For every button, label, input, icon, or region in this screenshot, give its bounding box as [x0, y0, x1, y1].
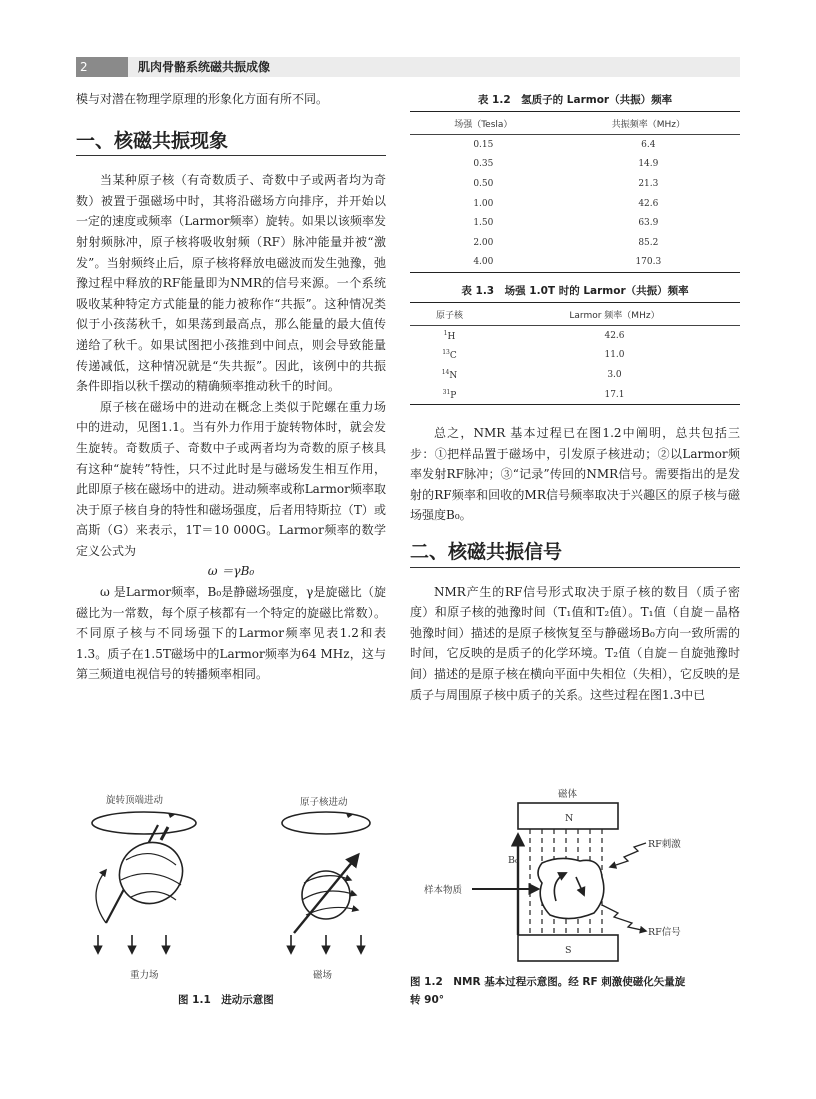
table-cell: 3.0: [607, 369, 622, 380]
table-cell: 63.9: [638, 218, 659, 229]
table-cell: 42.6: [604, 330, 625, 341]
fig-label: 磁场: [313, 970, 333, 981]
table-cell: 21.3: [638, 178, 659, 189]
fig-label: 旋转顶端进动: [106, 795, 164, 806]
section2-heading: 二、核磁共振信号: [410, 542, 740, 568]
column-header: 共振频率（MHz）: [557, 112, 740, 135]
table-cell: 0.15: [473, 139, 494, 150]
book-title: 肌肉骨骼系统磁共振成像: [138, 60, 271, 74]
page-number: 2: [76, 57, 128, 77]
b0-label: B₀: [508, 855, 519, 866]
table-cell: 6.4: [641, 139, 656, 150]
figure-1-2-caption: [410, 973, 740, 1009]
gravity-arrows: [98, 935, 166, 953]
sample-label: 样本物质: [424, 885, 463, 896]
column-header: Larmor 频率（MHz）: [489, 303, 740, 326]
intro-line: 模与对潜在物理学原理的形象化方面有所不同。: [76, 92, 329, 106]
fig-label: 重力场: [130, 970, 159, 981]
table-cell: 0.35: [473, 159, 494, 170]
spinning-top-icon: [96, 825, 194, 923]
precession-ellipse: [282, 812, 370, 834]
nucleus-cell: [410, 346, 489, 366]
table-row: [410, 213, 740, 233]
rf-pulse-label: RF刺激: [648, 839, 681, 850]
south-label: S: [565, 945, 572, 956]
right-column: [410, 423, 740, 705]
nucleus-icon: [294, 855, 358, 933]
table-row: [410, 346, 740, 366]
magnet-label: 磁体: [558, 789, 578, 800]
nucleus-cell: [410, 326, 489, 346]
table-cell: 1.50: [473, 218, 494, 229]
nucleus-cell: [410, 385, 489, 405]
nucleus-cell: [410, 365, 489, 385]
fig-label: 原子核进动: [300, 797, 348, 808]
rf-signal-label: RF信号: [648, 927, 681, 938]
table-cell: 11.0: [604, 350, 625, 361]
element-symbol: P: [450, 390, 457, 401]
left-column: [76, 89, 386, 685]
north-label: N: [565, 813, 574, 824]
mass-number: 13: [442, 349, 450, 357]
table-row: [410, 155, 740, 175]
table-cell: 170.3: [557, 253, 740, 273]
column-header: 场强（Tesla）: [410, 112, 557, 135]
figure-1-2: [410, 785, 740, 970]
table-cell: 42.6: [638, 198, 659, 209]
magnetic-field-arrows: [291, 935, 361, 953]
element-symbol: N: [449, 370, 458, 381]
paragraph: 当某种原子核（有奇数质子、奇数中子或两者均为奇数）被置于强磁场中时，其将沿磁场方向排序，并开始以一定的速度或频率（Larmor频率）旋转。如果以该频率发射射频脉冲，原子核将吸收射频（RF）脉冲能量并被“激发”。当射频终止后，原子核将释放电磁波而发生弛豫，弛豫过程中释放的RF能量即为NMR的信号来源。一个系统吸收某种特定方式能量的能力被称作“共振”。这种情况类似于小孩荡秋千，如果荡到最高点，那么能量的最大值传递给了秋千。如果试图把小孩推到中间点，则会导致能量传递减低，这种情况就是“失共振”。因此，该例中的共振条件即指以秋千摆动的精确频率推动秋千的时间。: [76, 173, 386, 394]
mass-number: 14: [441, 368, 450, 376]
rf-pulse-icon: [610, 843, 646, 867]
paragraph: NMR产生的RF信号形式取决于原子核的数目（质子密度）和原子核的弛豫时间（T₁值和T₂值）。T₁值（自旋－晶格弛豫时间）描述的是原子核恢复至与静磁场B₀方向一致所需的时间，它反映的是质子的化学环境。T₂值（自旋－自旋弛豫时间）描述的是原子核在横向平面中失相位（失相），它反映的是质子与周围原子核中质子的关系。这些过程在图1.3中已: [410, 584, 741, 702]
table-cell: 0.50: [473, 178, 494, 189]
table-cell: 2.00: [473, 237, 494, 248]
table-caption: 表 1.2 氢质子的 Larmor（共振）频率: [477, 94, 673, 106]
table-cell: 4.00: [410, 253, 557, 273]
column-header: 原子核: [410, 303, 489, 326]
table-row: [410, 365, 740, 385]
figure-1-1-caption: 图 1.1 进动示意图: [178, 994, 274, 1006]
table-row: [410, 174, 740, 194]
mass-number: 1: [443, 329, 448, 337]
sample-blob: [538, 858, 604, 918]
table-cell: 14.9: [638, 159, 659, 170]
table-row: [410, 253, 740, 273]
table-cell: 17.1: [489, 385, 740, 405]
precession-ellipse: [92, 812, 196, 834]
table-row: [410, 194, 740, 214]
caption-line: 图 1.2 NMR 基本过程示意图。经 RF 刺激使磁化矢量旋: [410, 976, 686, 988]
mass-number: 31: [442, 388, 451, 396]
table-cell: 1.00: [473, 198, 494, 209]
element-symbol: C: [449, 351, 457, 362]
paragraph: 总之，NMR 基本过程已在图1.2中阐明，总共包括三步：①把样品置于磁场中，引发原子核进动；②以Larmor频率发射RF脉冲；③“记录”传回的NMR信号。需要指出的是发射的RF频率和回收的MR信号频率取决于兴趣区的原子核与磁场强度B₀。: [410, 426, 740, 523]
element-symbol: H: [447, 331, 456, 342]
rf-signal-icon: [602, 905, 646, 931]
caption-line: 转 90°: [410, 994, 445, 1006]
larmor-formula: ω ＝γB₀: [207, 564, 255, 579]
paragraph: ω 是Larmor频率，B₀是静磁场强度，γ是旋磁比（旋磁比为一常数，每个原子核都有一个特定的旋磁比常数）。不同原子核与不同场强下的Larmor频率见表1.2和表1.3。质子在1.5T磁场中的Larmor频率为64 MHz，这与第三频道电视信号的转播频率相同。: [76, 585, 386, 682]
section1-heading: 一、核磁共振现象: [76, 131, 386, 157]
running-header: [76, 57, 740, 77]
table-caption: 表 1.3 场强 1.0T 时的 Larmor（共振）频率: [461, 285, 689, 297]
table-cell: 85.2: [638, 237, 659, 248]
table-1-3: [410, 283, 740, 405]
paragraph: 原子核在磁场中的进动在概念上类似于陀螺在重力场中的进动，见图1.1。当有外力作用于旋转物体时，就会发生旋转。奇数质子、奇数中子或两者均为奇数的原子核具有这种“旋转”特性，只不过此时是与磁场发生相互作用，此即原子核在磁场中的进动。进动频率或称Larmor频率取决于原子核自身的特性和磁场强度，后者用特斯拉（T）或高斯（G）来表示，1T＝10 000G。Larmor频率的数学定义公式为: [76, 399, 386, 558]
table-row: [410, 233, 740, 253]
figure-1-1: [76, 785, 396, 985]
table-row: [410, 385, 740, 405]
table-row: [410, 135, 740, 155]
table-row: [410, 326, 740, 346]
table-1-2: [410, 92, 740, 273]
